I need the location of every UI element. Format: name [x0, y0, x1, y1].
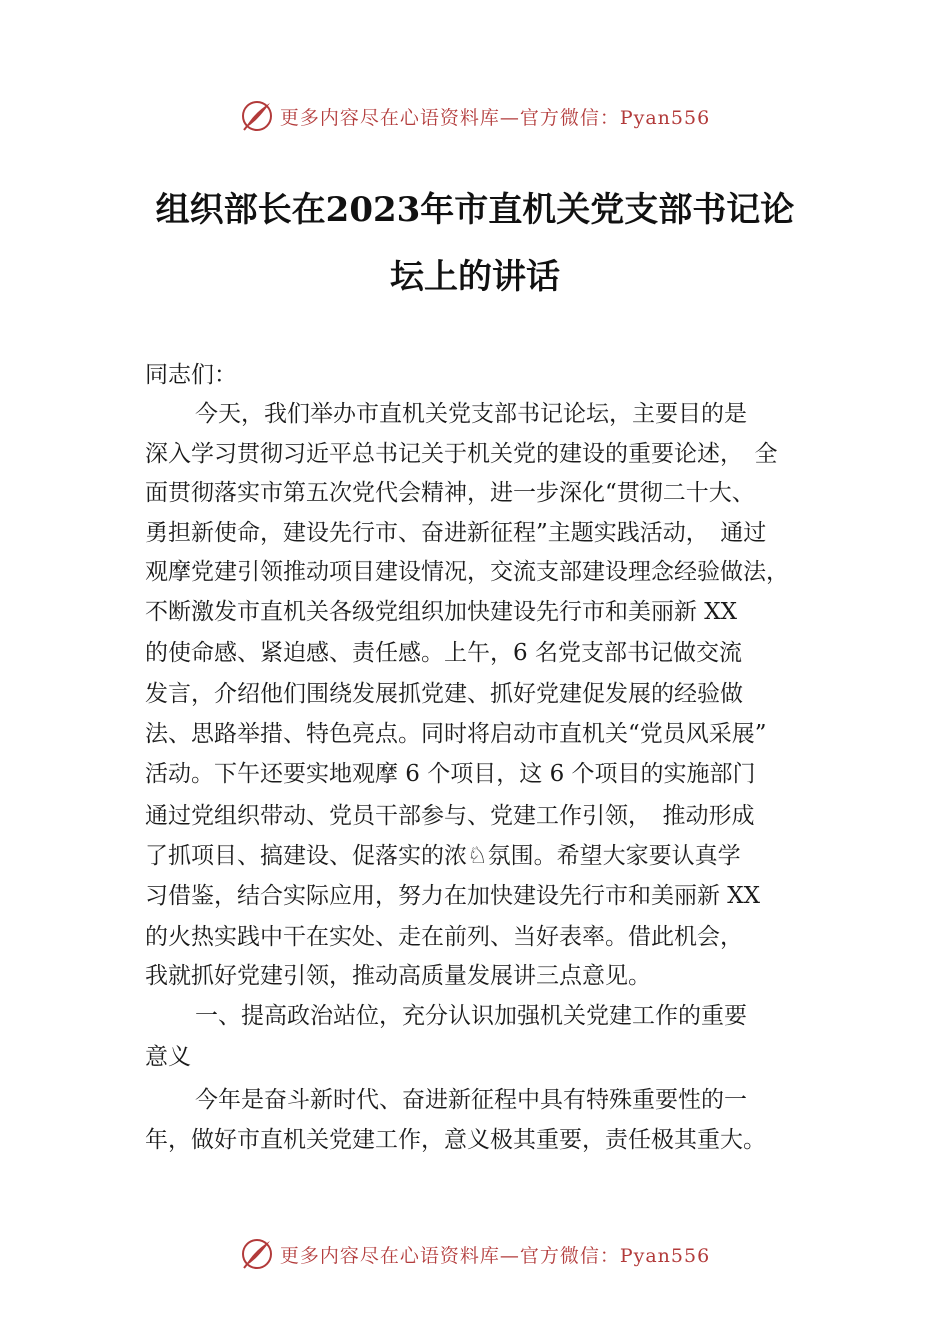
body-line: 活动。下午还要实地观摩 6 个项目，这 6 个项目的实施部门: [145, 761, 756, 787]
banner-text: 更多内容尽在心语资料库—官方微信：Pyan556: [279, 106, 711, 129]
salutation: 同志们：: [145, 362, 237, 388]
section-heading-line: 意义: [145, 1044, 191, 1070]
body-line: 通过党组织带动、党员干部参与、党建工作引领， 推动形成: [145, 803, 755, 829]
body-line: 年，做好市直机关党建工作，意义极其重要，责任极其重大。: [145, 1127, 766, 1153]
body-line: 习借鉴，结合实际应用，努力在加快建设先行市和美丽新 XX: [145, 883, 761, 909]
body-line: 的使命感、紧迫感、责任感。上午，6 名党支部书记做交流: [145, 640, 742, 666]
body-line: 今天，我们举办市直机关党支部书记论坛，主要目的是: [195, 401, 747, 427]
body-line: 面贯彻落实市第五次党代会精神，进一步深化“贯彻二十大、: [145, 480, 755, 506]
body-line: 我就抓好党建引领，推动高质量发展讲三点意见。: [145, 963, 651, 989]
quill-logo-icon: [240, 1237, 274, 1271]
document-title-line-2: 坛上的讲话: [390, 257, 560, 297]
header-banner: [0, 96, 950, 136]
quill-logo-icon: [240, 99, 274, 133]
body-line: 不断激发市直机关各级党组织加快建设先行市和美丽新 XX: [145, 599, 738, 625]
body-line: 深入学习贯彻习近平总书记关于机关党的建设的重要论述， 全: [145, 441, 778, 467]
document-title-line-1: 组织部长在2023年市直机关党支部书记论: [155, 190, 795, 230]
body-line: 了抓项目、搞建设、促落实的浓♘氛围。希望大家要认真学: [145, 843, 741, 869]
footer-banner: [0, 1234, 950, 1274]
body-line: 发言，介绍他们围绕发展抓党建、抓好党建促发展的经验做: [145, 681, 743, 707]
body-line: 法、思路举措、特色亮点。同时将启动市直机关“党员风采展”: [145, 721, 767, 747]
section-heading-line: 一、提高政治站位，充分认识加强机关党建工作的重要: [195, 1003, 747, 1029]
body-line: 观摩党建引领推动项目建设情况，交流支部建设理念经验做法，: [145, 559, 789, 585]
body-line: 今年是奋斗新时代、奋进新征程中具有特殊重要性的一: [195, 1087, 747, 1113]
body-line: 勇担新使命，建设先行市、奋进新征程”主题实践活动， 通过: [145, 520, 767, 546]
body-line: 的火热实践中干在实处、走在前列、当好表率。借此机会，: [145, 924, 743, 950]
banner-text: 更多内容尽在心语资料库—官方微信：Pyan556: [279, 1244, 711, 1267]
